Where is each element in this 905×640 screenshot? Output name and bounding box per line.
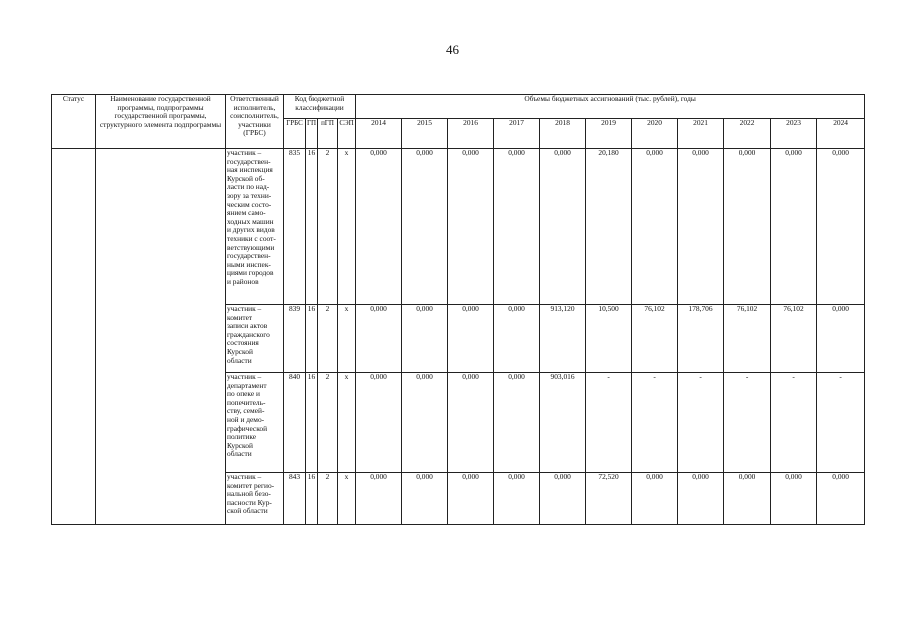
value-cell: 0,000 bbox=[402, 149, 448, 305]
header-name: Наименование государственной программы, подпрограммы государственной программы, структурного элемента подпрограммы bbox=[96, 95, 226, 149]
value-cell: 178,706 bbox=[678, 305, 724, 373]
value-cell: 0,000 bbox=[678, 473, 724, 525]
value-cell: - bbox=[771, 373, 817, 473]
header-year: 2024 bbox=[817, 119, 865, 149]
header-gp: ГП bbox=[306, 119, 318, 149]
grbs-cell: 839 bbox=[284, 305, 306, 373]
grbs-cell: 843 bbox=[284, 473, 306, 525]
value-cell: 0,000 bbox=[678, 149, 724, 305]
header-executor: Ответственный исполнитель, соисполнитель, участники (ГРБС) bbox=[226, 95, 284, 149]
value-cell: - bbox=[817, 373, 865, 473]
header-year: 2019 bbox=[586, 119, 632, 149]
pgp-cell: 2 bbox=[318, 373, 338, 473]
value-cell: 0,000 bbox=[771, 473, 817, 525]
header-year: 2021 bbox=[678, 119, 724, 149]
value-cell: 10,500 bbox=[586, 305, 632, 373]
value-cell: - bbox=[678, 373, 724, 473]
budget-table bbox=[51, 94, 865, 525]
value-cell: - bbox=[586, 373, 632, 473]
value-cell: 903,016 bbox=[540, 373, 586, 473]
executor-cell: участник – комитет записи актов гражданского состояния Курской области bbox=[226, 305, 284, 373]
value-cell: 0,000 bbox=[494, 305, 540, 373]
page-number: 46 bbox=[446, 42, 459, 57]
header-status: Статус bbox=[52, 95, 96, 149]
value-cell: 0,000 bbox=[402, 473, 448, 525]
name-cell bbox=[96, 149, 226, 525]
header-year: 2023 bbox=[771, 119, 817, 149]
gp-cell: 16 bbox=[306, 149, 318, 305]
sep-cell: х bbox=[338, 473, 356, 525]
value-cell: 20,180 bbox=[586, 149, 632, 305]
value-cell: 0,000 bbox=[494, 373, 540, 473]
header-year: 2016 bbox=[448, 119, 494, 149]
header-year: 2018 bbox=[540, 119, 586, 149]
value-cell: 0,000 bbox=[356, 305, 402, 373]
grbs-cell: 840 bbox=[284, 373, 306, 473]
header-code-group: Код бюджетной классификации bbox=[284, 95, 356, 119]
executor-cell: участник – государствен- ная инспекция Курской об- ласти по над- зору за техни- ческим состо- янием само- ходных машин и других видов техники с соот- ветствующими государствен- ными инспек- циями городов и районов bbox=[226, 149, 284, 305]
value-cell: 0,000 bbox=[632, 149, 678, 305]
header-grbs: ГРБС bbox=[284, 119, 306, 149]
pgp-cell: 2 bbox=[318, 473, 338, 525]
status-cell bbox=[52, 149, 96, 525]
value-cell: 76,102 bbox=[632, 305, 678, 373]
gp-cell: 16 bbox=[306, 373, 318, 473]
value-cell: 0,000 bbox=[402, 373, 448, 473]
value-cell: - bbox=[632, 373, 678, 473]
table-row bbox=[52, 149, 865, 305]
value-cell: 0,000 bbox=[540, 473, 586, 525]
value-cell: 0,000 bbox=[448, 305, 494, 373]
value-cell: 76,102 bbox=[724, 305, 771, 373]
value-cell: - bbox=[724, 373, 771, 473]
value-cell: 913,120 bbox=[540, 305, 586, 373]
header-budget-group: Объемы бюджетных ассигнований (тыс. рублей), годы bbox=[356, 95, 865, 119]
value-cell: 0,000 bbox=[494, 149, 540, 305]
executor-cell: участник – комитет регио- нальной безо- пасности Кур- ской области bbox=[226, 473, 284, 525]
value-cell: 0,000 bbox=[817, 149, 865, 305]
grbs-cell: 835 bbox=[284, 149, 306, 305]
value-cell: 0,000 bbox=[356, 473, 402, 525]
value-cell: 0,000 bbox=[817, 305, 865, 373]
value-cell: 0,000 bbox=[448, 373, 494, 473]
value-cell: 76,102 bbox=[771, 305, 817, 373]
sep-cell: х bbox=[338, 373, 356, 473]
sep-cell: х bbox=[338, 149, 356, 305]
value-cell: 0,000 bbox=[632, 473, 678, 525]
header-year: 2022 bbox=[724, 119, 771, 149]
gp-cell: 16 bbox=[306, 473, 318, 525]
value-cell: 0,000 bbox=[448, 149, 494, 305]
header-year: 2014 bbox=[356, 119, 402, 149]
header-year: 2020 bbox=[632, 119, 678, 149]
value-cell: 0,000 bbox=[540, 149, 586, 305]
pgp-cell: 2 bbox=[318, 305, 338, 373]
value-cell: 0,000 bbox=[817, 473, 865, 525]
value-cell: 0,000 bbox=[724, 473, 771, 525]
value-cell: 0,000 bbox=[724, 149, 771, 305]
value-cell: 0,000 bbox=[494, 473, 540, 525]
value-cell: 0,000 bbox=[356, 373, 402, 473]
header-pgp: пГП bbox=[318, 119, 338, 149]
sep-cell: х bbox=[338, 305, 356, 373]
value-cell: 0,000 bbox=[448, 473, 494, 525]
executor-cell: участник – департамент по опеке и попечитель- ству, семей- ной и демо- графической политике Курской области bbox=[226, 373, 284, 473]
value-cell: 0,000 bbox=[356, 149, 402, 305]
value-cell: 0,000 bbox=[402, 305, 448, 373]
header-year: 2015 bbox=[402, 119, 448, 149]
gp-cell: 16 bbox=[306, 305, 318, 373]
header-year: 2017 bbox=[494, 119, 540, 149]
value-cell: 72,520 bbox=[586, 473, 632, 525]
value-cell: 0,000 bbox=[771, 149, 817, 305]
header-sep: СЭП bbox=[338, 119, 356, 149]
pgp-cell: 2 bbox=[318, 149, 338, 305]
